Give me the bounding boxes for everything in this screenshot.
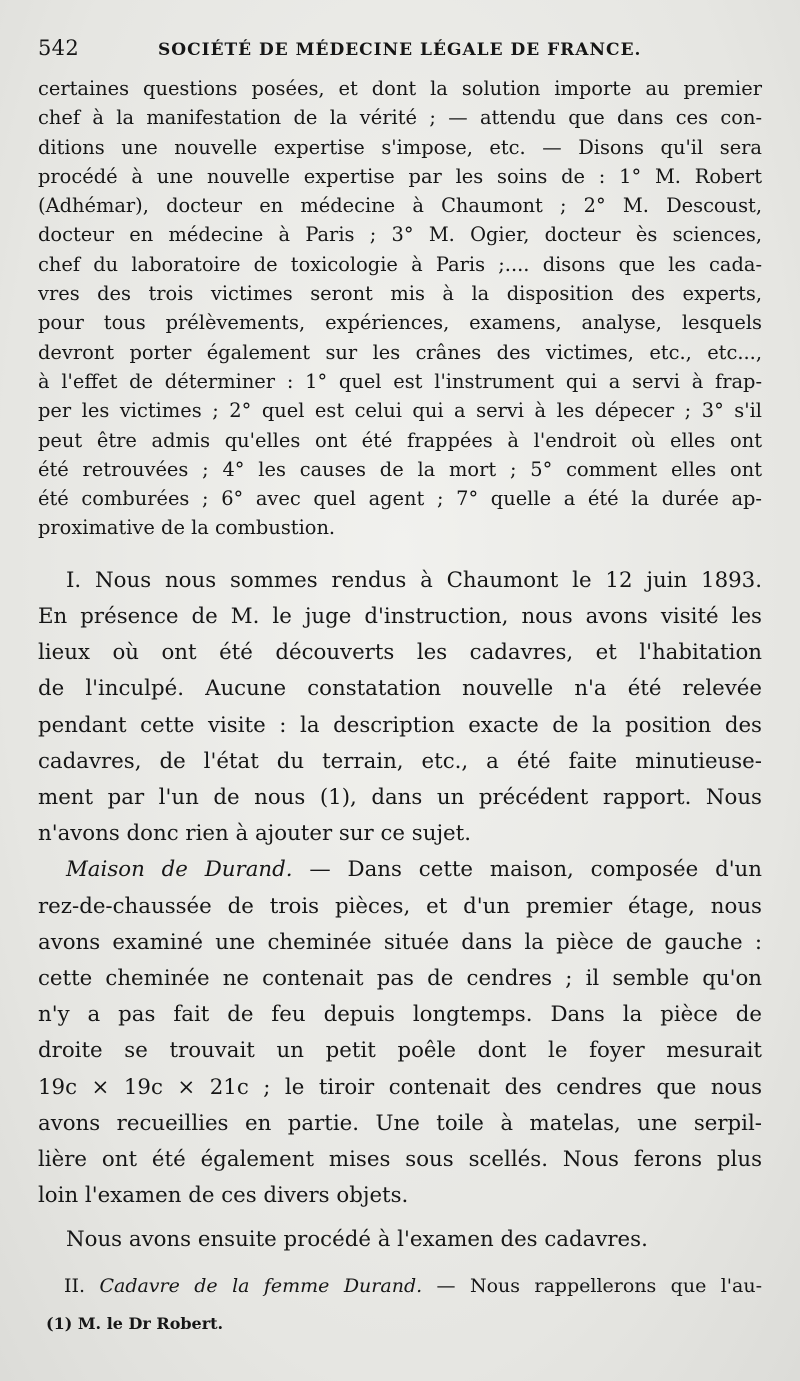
text-line: proximative de la combustion. — [38, 516, 336, 540]
maison-heading: Maison de Durand. — [66, 857, 293, 883]
section2-heading: Cadavre de la femme Durand. — [99, 1274, 423, 1297]
text-line: peut être admis qu'elles ont été frappées à l'endroit où elles ont — [38, 428, 762, 452]
text-line: loin l'examen de ces divers objets. — [38, 1183, 409, 1209]
text-line: 19c × 19c × 21c ; le tiroir contenait des cendres que nous — [38, 1074, 762, 1100]
text-line: lieux où ont été découverts les cadavres, et l'habitation — [38, 640, 762, 666]
text-line: n'avons donc rien à ajouter sur ce sujet. — [38, 821, 471, 847]
text-line: devront porter également sur les crânes des victimes, etc., etc..., — [38, 340, 762, 364]
text-line: docteur en médecine à Paris ; 3° M. Ogier, docteur ès sciences, — [38, 223, 762, 247]
text-line: ment par l'un de nous (1), dans un précédent rapport. Nous — [38, 784, 762, 810]
text-line: ditions une nouvelle expertise s'impose, etc. — Disons qu'il sera — [38, 135, 762, 159]
page-header — [38, 36, 762, 66]
text-line: En présence de M. le juge d'instruction, nous avons visité les — [38, 603, 762, 629]
maison-first-line — [38, 852, 762, 888]
running-title: SOCIÉTÉ DE MÉDECINE LÉGALE DE FRANCE. — [158, 40, 642, 60]
cadavres-line: Nous avons ensuite procédé à l'examen des cadavres. — [66, 1227, 648, 1253]
section2-rest: — Nous rappellerons que l'au- — [422, 1274, 763, 1297]
text-line: rez-de-chaussée de trois pièces, et d'un premier étage, nous — [38, 893, 762, 919]
text-line: chef à la manifestation de la vérité ; — attendu que dans ces con- — [38, 106, 762, 130]
text-line: chef du laboratoire de toxicologie à Paris ;.... disons que les cada- — [38, 252, 762, 276]
text-line: procédé à une nouvelle expertise par les soins de : 1° M. Robert — [38, 164, 762, 188]
text-line: pendant cette visite : la description exacte de la position des — [38, 712, 762, 738]
section-visit — [38, 563, 762, 1259]
text-line: certaines questions posées, et dont la solution importe au premier — [38, 77, 762, 100]
text-line: avons recueillies en partie. Une toile à matelas, une serpil- — [38, 1110, 762, 1136]
text-line: pour tous prélèvements, expériences, examens, analyse, lesquels — [38, 311, 762, 335]
text-line: lière ont été également mises sous scellés. Nous ferons plus — [38, 1147, 762, 1172]
text-line: per les victimes ; 2° quel est celui qui a servi à les dépecer ; 3° s'il — [38, 399, 762, 423]
text-line: de l'inculpé. Aucune constatation nouvelle n'a été relevée — [38, 676, 762, 702]
text-line: I. Nous nous sommes rendus à Chaumont le 12 juin 1893. — [66, 567, 762, 593]
text-line: n'y a pas fait de feu depuis longtemps. Dans la pièce de — [38, 1002, 762, 1028]
maison-first-line-rest: — Dans cette maison, composée d'un — [292, 857, 762, 883]
decision-quote — [38, 74, 762, 543]
section-cadavre — [38, 1271, 762, 1339]
text-line: avons examiné une cheminée située dans la pièce de gauche : — [38, 929, 762, 955]
text-line: cadavres, de l'état du terrain, etc., a été faite minutieuse- — [38, 748, 762, 774]
text-line: (Adhémar), docteur en médecine à Chaumont ; 2° M. Descoust, — [38, 194, 762, 218]
page-number: 542 — [38, 36, 79, 60]
text-line: vres des trois victimes seront mis à la disposition des experts, — [38, 282, 762, 306]
text-line: été comburées ; 6° avec quel agent ; 7° quelle a été la durée ap- — [38, 487, 762, 511]
text-line: à l'effet de déterminer : 1° quel est l'instrument qui a servi à frap- — [38, 369, 762, 393]
text-line: cette cheminée ne contenait pas de cendres ; il semble qu'on — [38, 965, 762, 991]
footnote: (1) M. le Dr Robert. — [46, 1313, 224, 1333]
section2-line — [38, 1271, 762, 1301]
section2-number: II. — [64, 1274, 100, 1297]
text-line: droite se trouvait un petit poêle dont le foyer mesurait — [38, 1038, 762, 1064]
text-line: été retrouvées ; 4° les causes de la mort ; 5° comment elles ont — [38, 457, 762, 481]
